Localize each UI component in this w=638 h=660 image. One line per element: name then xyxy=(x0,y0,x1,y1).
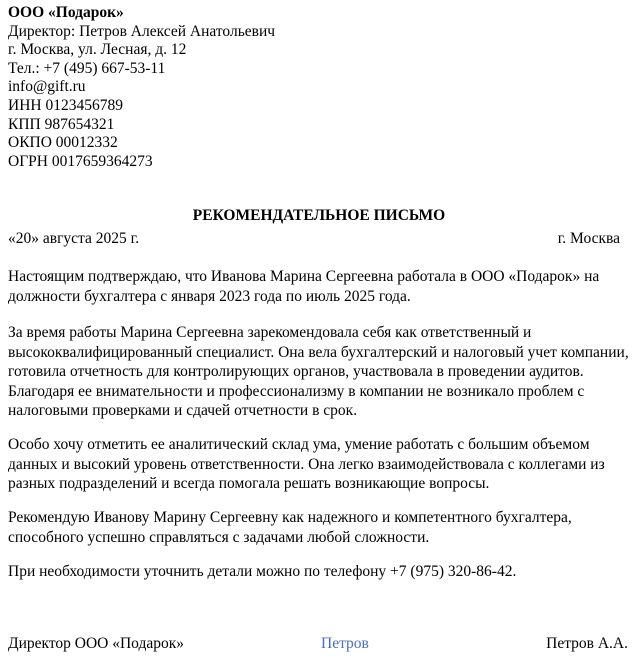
paragraph-qualities: Особо хочу отметить ее аналитический склад ума, умение работать с большим объемом данных и высокий уровень ответственности. Она легко взаимодействовала с коллегами из разных подразделений и всегда помогала решать возникающие вопросы. xyxy=(8,436,605,492)
okpo-line: ОКПО 00012332 xyxy=(8,134,118,152)
document-city: г. Москва xyxy=(557,230,620,247)
signer-name: Петров А.А. xyxy=(546,635,628,652)
paragraph-employment: Настоящим подтверждаю, что Иванова Марина Сергеевна работала в ООО «Подарок» на должности бухгалтера с января 2023 года по июль 2025 года. xyxy=(8,268,600,305)
handwritten-signature: Петров xyxy=(321,635,369,652)
email-line: info@gift.ru xyxy=(8,78,86,96)
company-name: ООО «Подарок» xyxy=(8,4,124,21)
address-line: г. Москва, ул. Лесная, д. 12 xyxy=(8,41,187,59)
paragraph-duties: За время работы Марина Сергеевна зарекомендовала себя как ответственный и высококвалифицированный специалист. Она вела бухгалтерский и налоговый учет компании, готовила отчетность для контролирующих органов, участвовала в проведении аудитов. Благодаря ее внимательности и профессионализму в компании не возникало проблем с налоговыми проверками и сдачей отчетности в срок. xyxy=(8,324,629,419)
company-header xyxy=(8,4,630,171)
document-date: «20» августа 2025 г. xyxy=(8,230,140,247)
signer-position: Директор ООО «Подарок» xyxy=(8,635,185,652)
phone-line: Тел.: +7 (495) 667-53-11 xyxy=(8,59,166,77)
document-title: РЕКОМЕНДАТЕЛЬНОЕ ПИСЬМО xyxy=(192,207,446,224)
paragraph-recommendation: Рекомендую Иванову Марину Сергеевну как надежного и компетентного бухгалтера, способного успешно справляться с задачами любой сложности. xyxy=(8,509,572,546)
ogrn-line: ОГРН 0017659364273 xyxy=(8,152,153,170)
kpp-line: КПП 987654321 xyxy=(8,115,115,133)
date-city-row xyxy=(8,230,620,248)
letter-page xyxy=(8,4,630,652)
director-line: Директор: Петров Алексей Анатольевич xyxy=(8,22,276,40)
paragraph-contact: При необходимости уточнить детали можно по телефону +7 (975) 320-86-42. xyxy=(8,563,517,580)
inn-line: ИНН 0123456789 xyxy=(8,96,123,114)
